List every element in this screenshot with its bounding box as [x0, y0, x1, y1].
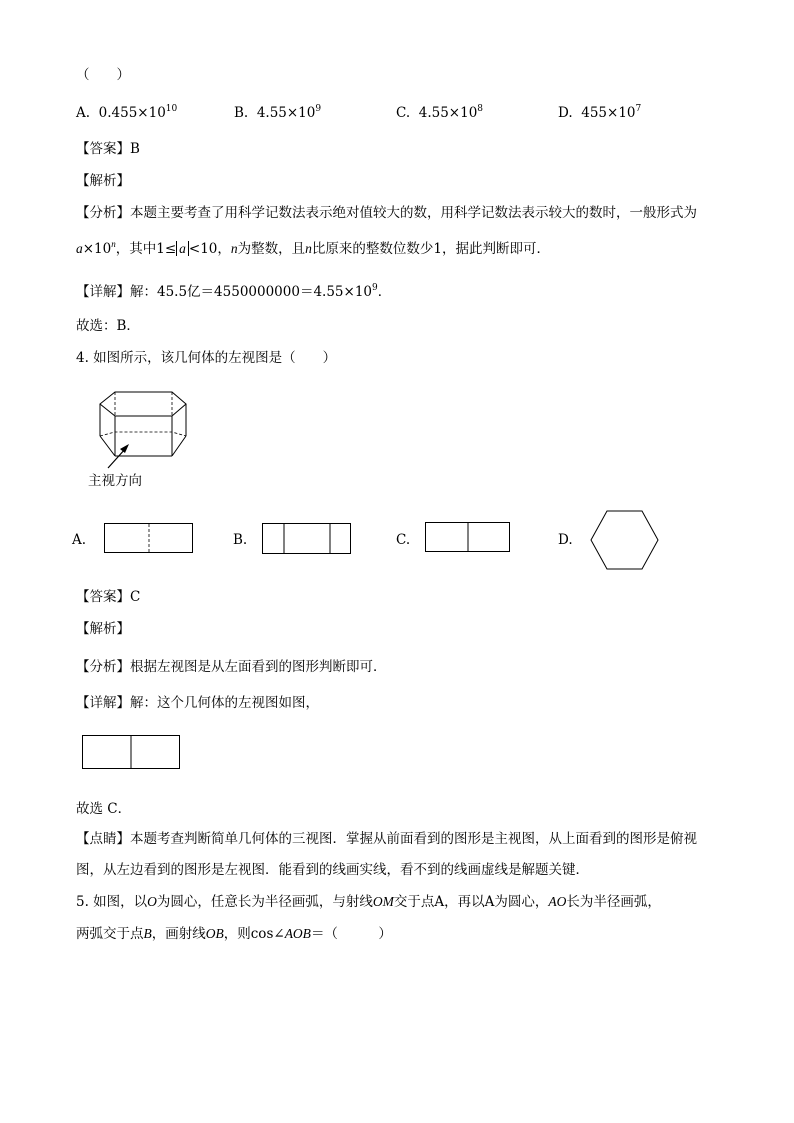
q4-option-c-figure — [425, 522, 513, 554]
q4-stem: 4. 如图所示，该几何体的左视图是（ ） — [76, 350, 337, 366]
q4-option-c-label[interactable]: C. — [396, 532, 411, 548]
q4-option-d-figure — [590, 510, 660, 572]
q4-choose: 故选 C． — [76, 801, 132, 817]
q4-detail: 【详解】解：这个几何体的左视图如图， — [76, 695, 319, 711]
q3-explain-label: 【解析】 — [76, 173, 130, 189]
q3-paren: （ ） — [76, 67, 130, 83]
q3-analysis-line1: 【分析】本题主要考查了用科学记数法表示绝对值较大的数，用科学记数法表示较大的数时，一般形式为 — [76, 205, 697, 221]
q3-option-a[interactable]: A. $0.455\times 10^{10}$ — [76, 104, 178, 121]
left-view-answer-figure — [82, 735, 182, 771]
q4-option-b-figure — [262, 523, 354, 555]
q4-explain-label: 【解析】 — [76, 621, 130, 637]
q3-answer: 【答案】B — [76, 141, 140, 157]
q4-option-b-label[interactable]: B. — [233, 532, 248, 548]
q3-detail: 【详解】解：45.5亿$=4550000000=4.55\times 10^9$． — [76, 283, 392, 300]
q4-option-a-figure — [104, 523, 194, 555]
q4-comment-line1: 【点睛】本题考查判断简单几何体的三视图．掌握从前面看到的图形是主视图，从上面看到的图形是俯视 — [76, 831, 697, 847]
figure-caption: 主视方向 — [88, 473, 142, 489]
q4-answer: 【答案】C — [76, 589, 141, 605]
q4-option-a-label[interactable]: A. — [72, 532, 87, 548]
q3-choose: 故选：B． — [76, 318, 140, 334]
hexagonal-prism-figure — [88, 388, 208, 470]
q3-option-b[interactable]: B. $4.55\times 10^9$ — [234, 104, 322, 121]
q4-option-d-label[interactable]: D. — [558, 532, 573, 548]
q4-comment-line2: 图，从左边看到的图形是左视图．能看到的线画实线，看不到的线画虚线是解题关键． — [76, 862, 589, 878]
q5-stem-line2: 两弧交于点B，画射线OB，则cos∠AOB＝（ ） — [76, 926, 392, 942]
q3-option-d[interactable]: D. $455\times 10^7$ — [558, 104, 642, 121]
q5-stem-line1: 5. 如图，以O为圆心，任意长为半径画弧，与射线OM交于点A，再以A为圆心，AO长为半径画弧， — [76, 894, 661, 910]
q4-analysis: 【分析】根据左视图是从左面看到的图形判断即可． — [76, 659, 387, 675]
q3-analysis-line2: $a\times 10^n$，其中1≤ a <10，n为整数，且n比原来的整数位数少1，据此判断即可． — [76, 239, 550, 257]
q3-option-c[interactable]: C. $4.55\times 10^8$ — [396, 104, 484, 121]
